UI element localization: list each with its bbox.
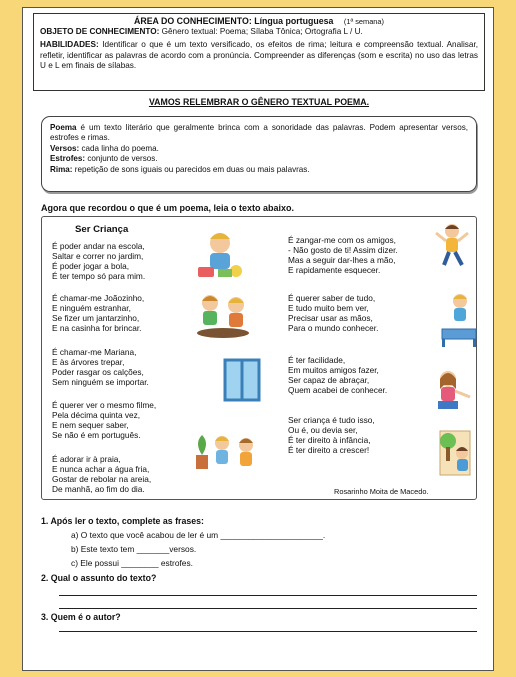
worksheet-header bbox=[33, 13, 485, 91]
child-jumping-illustration bbox=[432, 221, 472, 271]
question-1b: b) Este texto tem _______versos. bbox=[71, 544, 197, 554]
poem-box bbox=[41, 216, 477, 500]
answer-line-q3[interactable] bbox=[59, 631, 477, 632]
poem-stanza: É zangar-me com os amigos, - Não gosto de ti! Assim dizer. Mas a seguir dar-lhes a mão, E rapidamente esquecer. bbox=[288, 235, 398, 276]
reading-instruction: Agora que recordou o que é um poema, leia o texto abaixo. bbox=[41, 203, 295, 213]
skills: HABILIDADES: Identificar o que é um texto versificado, os efeitos de rima; leitura e compreensão textual. Analisar, refletir, identificar as palavras de acordo com a pronúncia. Compreender as diferenças (som e escrita) no uso das letras U e L em finais de sílabas. bbox=[40, 40, 478, 70]
window-illustration bbox=[222, 357, 262, 403]
poem-stanza: É querer saber de tudo, E tudo muito bem ver, Precisar usar as mãos, Para o mundo conhecer. bbox=[288, 293, 379, 334]
girl-reaching-illustration bbox=[422, 367, 474, 415]
poem-stanza: É querer ver o mesmo filme, Pela décima quinta vez, E nem sequer saber, Se não é em português. bbox=[52, 400, 157, 441]
child-playing-illustration bbox=[192, 225, 248, 281]
answer-line-q2[interactable] bbox=[59, 595, 477, 596]
poem-stanza: É poder andar na escola, Saltar e correr no jardim, É poder jogar a bola, É ter tempo só para mim. bbox=[52, 241, 146, 282]
definition-versos: Versos: cada linha do poema. bbox=[50, 143, 159, 153]
knowledge-area: ÁREA DO CONHECIMENTO: Língua portuguesa (1ª semana) bbox=[133, 16, 384, 26]
question-2-title: 2. Qual o assunto do texto? bbox=[41, 573, 157, 583]
poem-title: Ser Criança bbox=[75, 224, 129, 235]
poem-stanza: Ser criança é tudo isso, Ou é, ou devia ser, É ter direito à infância, É ter direito a crescer! bbox=[288, 415, 375, 456]
poem-stanza: É chamar-me Joãozinho, E ninguém estranhar, Se fizer um jantarzinho, E na casinha for brincar. bbox=[52, 293, 145, 334]
poem-author: Rosarinho Moita de Macedo. bbox=[334, 487, 429, 496]
child-on-bed-illustration bbox=[438, 291, 478, 349]
worksheet-page bbox=[22, 7, 494, 671]
children-gardening-illustration bbox=[192, 291, 254, 339]
week-label: (1ª semana) bbox=[343, 17, 384, 26]
poem-stanza: É chamar-me Mariana, E às árvores trepar, Poder rasgar os calções, Sem ninguém se importar. bbox=[52, 347, 149, 388]
child-with-tree-illustration bbox=[434, 423, 478, 479]
definition-rima: Rima: repetição de sons iguais ou parecidos em duas ou mais palavras. bbox=[50, 164, 310, 174]
question-3-title: 3. Quem é o autor? bbox=[41, 612, 121, 622]
answer-line-q2[interactable] bbox=[59, 608, 477, 609]
definition-estrofes: Estrofes: conjunto de versos. bbox=[50, 154, 158, 164]
definitions-box bbox=[41, 116, 477, 192]
knowledge-object: OBJETO DE CONHECIMENTO: Gênero textual: Poema; Sílaba Tônica; Ortografia L / U. bbox=[40, 27, 363, 37]
definition-poema: Poema é um texto literário que geralmente brinca com a sonoridade das palavras. Podem apresentar versos, estrofes e rimas. bbox=[50, 123, 469, 143]
poem-stanza: É ter facilidade, Em muitos amigos fazer, Ser capaz de abraçar, Quem acabei de conhecer. bbox=[288, 355, 388, 396]
question-1c: c) Ele possui ________ estrofes. bbox=[71, 558, 193, 568]
question-1a: a) O texto que você acabou de ler é um ______________________. bbox=[71, 530, 326, 540]
question-1-title: 1. Após ler o texto, complete as frases: bbox=[41, 516, 204, 526]
section-title: VAMOS RELEMBRAR O GÊNERO TEXTUAL POEMA. bbox=[148, 97, 370, 107]
children-with-plants-illustration bbox=[192, 429, 260, 473]
poem-stanza: É adorar ir à praia, E nunca achar a água fria, Gostar de rebolar na areia, De manhã, ao fim do dia. bbox=[52, 454, 152, 495]
